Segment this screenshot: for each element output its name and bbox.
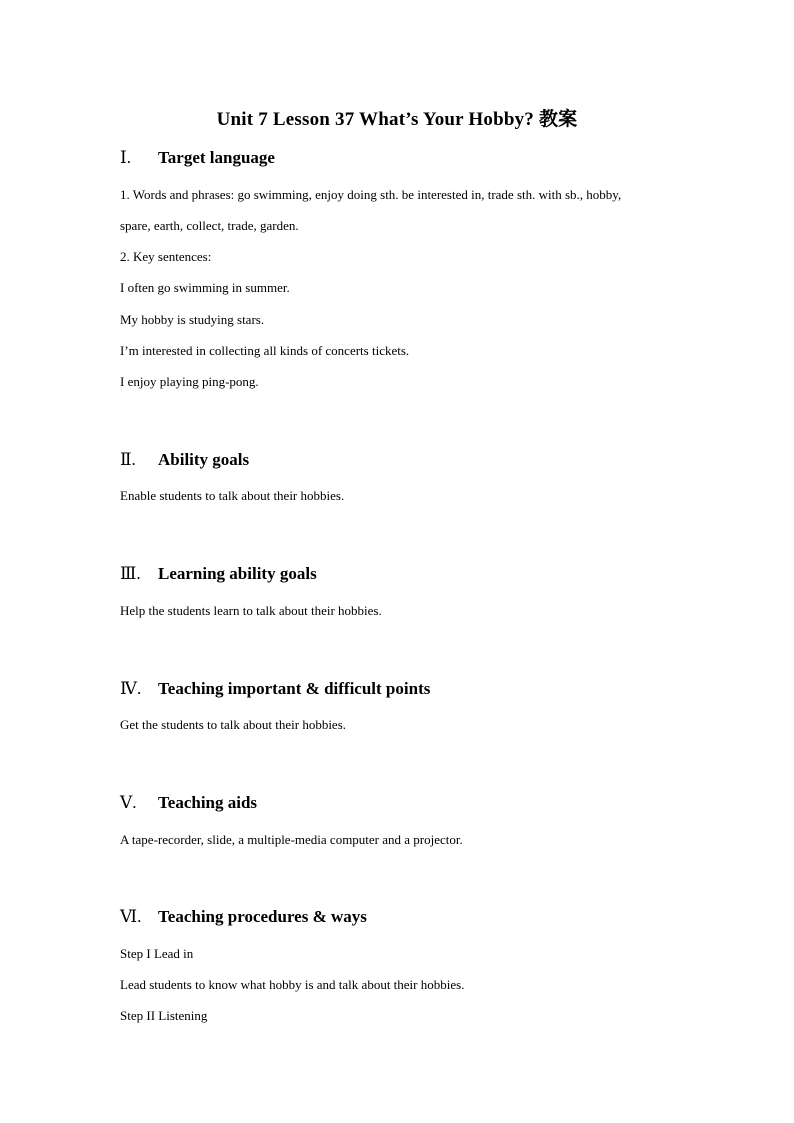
paragraph-line: My hobby is studying stars. bbox=[120, 312, 265, 327]
section-heading-2 bbox=[120, 450, 249, 470]
paragraph-line: Step II Listening bbox=[120, 1008, 208, 1023]
section-title: Teaching procedures & ways bbox=[158, 907, 367, 926]
section-numeral: Ⅱ. bbox=[120, 450, 136, 469]
section-title: Ability goals bbox=[158, 450, 250, 469]
paragraph-line: spare, earth, collect, trade, garden. bbox=[120, 218, 299, 233]
section-heading-4 bbox=[120, 679, 430, 699]
paragraph-line: Lead students to know what hobby is and talk about their hobbies. bbox=[120, 977, 465, 992]
section-title: Learning ability goals bbox=[158, 564, 317, 583]
section-numeral: Ⅰ. bbox=[120, 148, 131, 167]
section-numeral: Ⅴ. bbox=[120, 793, 137, 812]
paragraph-line: 1. Words and phrases: go swimming, enjoy doing sth. be interested in, trade sth. with sb., hobby, bbox=[120, 187, 622, 202]
section-title: Teaching aids bbox=[158, 793, 258, 812]
paragraph-line: I often go swimming in summer. bbox=[120, 280, 290, 295]
paragraph-line: Step I Lead in bbox=[120, 946, 194, 961]
section-heading-3 bbox=[120, 564, 317, 584]
section-heading-1 bbox=[120, 148, 275, 168]
paragraph-line: I’m interested in collecting all kinds of concerts tickets. bbox=[120, 343, 410, 358]
section-numeral: Ⅲ. bbox=[120, 564, 141, 583]
section-heading-5 bbox=[120, 793, 257, 813]
paragraph-line: I enjoy playing ping-pong. bbox=[120, 374, 259, 389]
section-title: Target language bbox=[158, 148, 275, 167]
section-heading-6 bbox=[120, 907, 367, 927]
section-numeral: Ⅵ. bbox=[120, 907, 142, 926]
section-title: Teaching important & difficult points bbox=[158, 679, 431, 698]
paragraph-line: Help the students learn to talk about their hobbies. bbox=[120, 603, 382, 618]
page-title: Unit 7 Lesson 37 What’s Your Hobby? 教案 bbox=[216, 109, 578, 130]
paragraph-line: A tape-recorder, slide, a multiple-media computer and a projector. bbox=[120, 832, 463, 847]
paragraph-line: Enable students to talk about their hobbies. bbox=[120, 488, 345, 503]
section-numeral: Ⅳ. bbox=[120, 679, 142, 698]
paragraph-line: 2. Key sentences: bbox=[120, 249, 212, 264]
paragraph-line: Get the students to talk about their hobbies. bbox=[120, 717, 347, 732]
